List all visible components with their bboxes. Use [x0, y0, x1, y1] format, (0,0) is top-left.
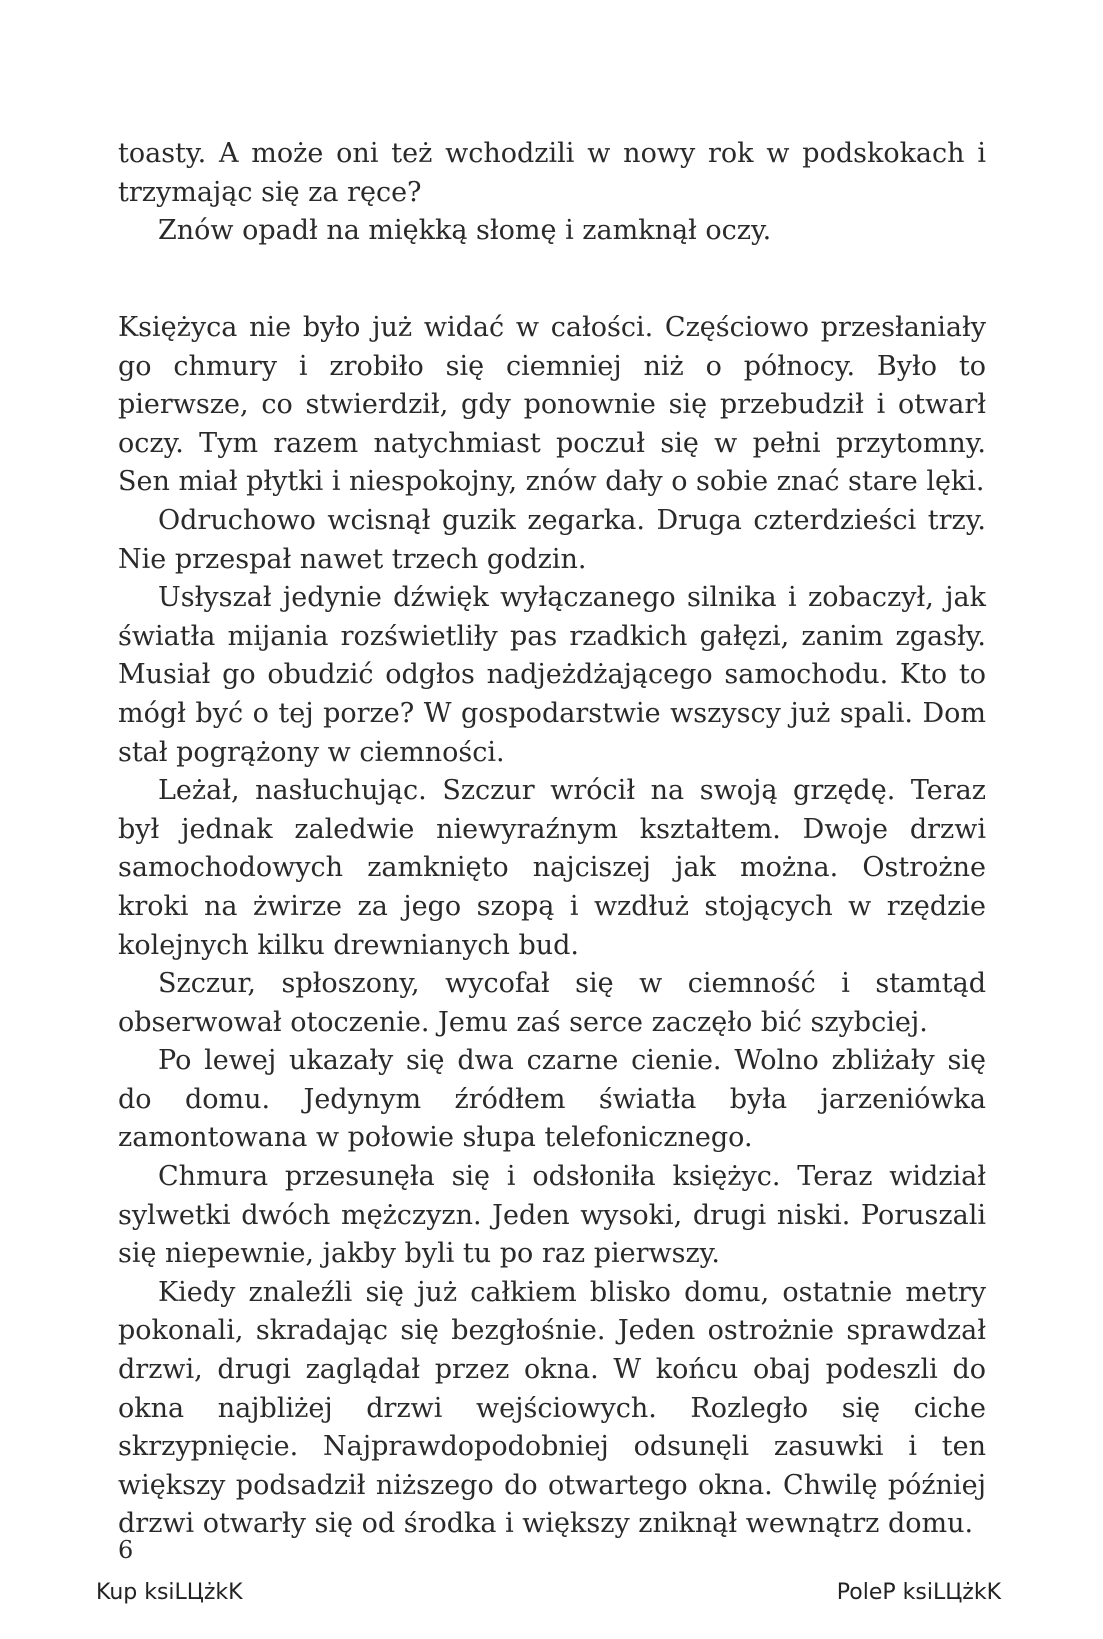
- paragraph: Usłyszał jedynie dźwięk wyłączanego silnika i zobaczył, jak światła mijania rozświetliły pas rzadkich gałęzi, zanim zgasły. Musiał go obudzić odgłos nadjeżdżającego samochodu. Kto to mógł być o tej porze? W gospodarstwie wszyscy już spali. Dom stał pogrążony w ciemności.: [118, 582, 986, 768]
- text-section-2: [118, 309, 986, 1544]
- recommend-book-link[interactable]: PoleP ksiLЦżkK: [836, 1580, 1001, 1605]
- paragraph: toasty. A może oni też wchodzili w nowy rok w podskokach i trzymając się za ręce?: [118, 138, 986, 208]
- paragraph: Znów opadł na miękką słomę i zamknął oczy.: [158, 215, 772, 247]
- text-section-1: [118, 135, 986, 251]
- paragraph: Chmura przesunęła się i odsłoniła księżyc. Teraz widział sylwetki dwóch mężczyzn. Jeden wysoki, drugi niski. Poruszali się niepewnie, jakby byli tu po raz pierwszy.: [118, 1161, 986, 1270]
- page-number: 6: [118, 1536, 134, 1564]
- paragraph: Szczur, spłoszony, wycofał się w ciemność i stamtąd obserwował otoczenie. Jemu zaś serce zaczęło bić szybciej.: [118, 968, 986, 1038]
- paragraph: Odruchowo wcisnął guzik zegarka. Druga czterdzieści trzy. Nie przespał nawet trzech godzin.: [118, 504, 986, 575]
- paragraph: Leżał, nasłuchując. Szczur wrócił na swoją grzędę. Teraz był jednak zaledwie niewyraźnym kształtem. Dwoje drzwi samochodowych zamknięto najciszej jak można. Ostrożne kroki na żwirze za jego szopą i wzdłuż stojących w rzędzie kolejnych kilku drewnianych bud.: [118, 775, 986, 961]
- paragraph: Księżyca nie było już widać w całości. Częściowo przesłaniały go chmury i zrobiło się ciemniej niż o północy. Było to pierwsze, co stwierdził, gdy ponownie się przebudził i otwarł oczy. Tym razem natychmiast poczuł się w pełni przytomny. Sen miał płytki i niespokojny, znów dały o sobie znać stare lęki.: [118, 312, 986, 498]
- buy-book-link[interactable]: Kup ksiLЦżkK: [96, 1580, 243, 1605]
- paragraph: Kiedy znaleźli się już całkiem blisko domu, ostatnie metry pokonali, skradając się bezgłośnie. Jeden ostrożnie sprawdzał drzwi, drugi zaglądał przez okna. W końcu obaj podeszli do okna najbliżej drzwi wejściowych. Rozległo się ciche skrzypnięcie. Najprawdopodobniej odsunęli zasuwki i ten większy podsadził niższego do otwartego okna. Chwilę później drzwi otwarły się od środka i większy zniknął wewnątrz domu.: [118, 1276, 986, 1540]
- paragraph: Po lewej ukazały się dwa czarne cienie. Wolno zbliżały się do domu. Jedynym źródłem światła była jarzeniówka zamontowana w połowie słupa telefonicznego.: [118, 1045, 986, 1154]
